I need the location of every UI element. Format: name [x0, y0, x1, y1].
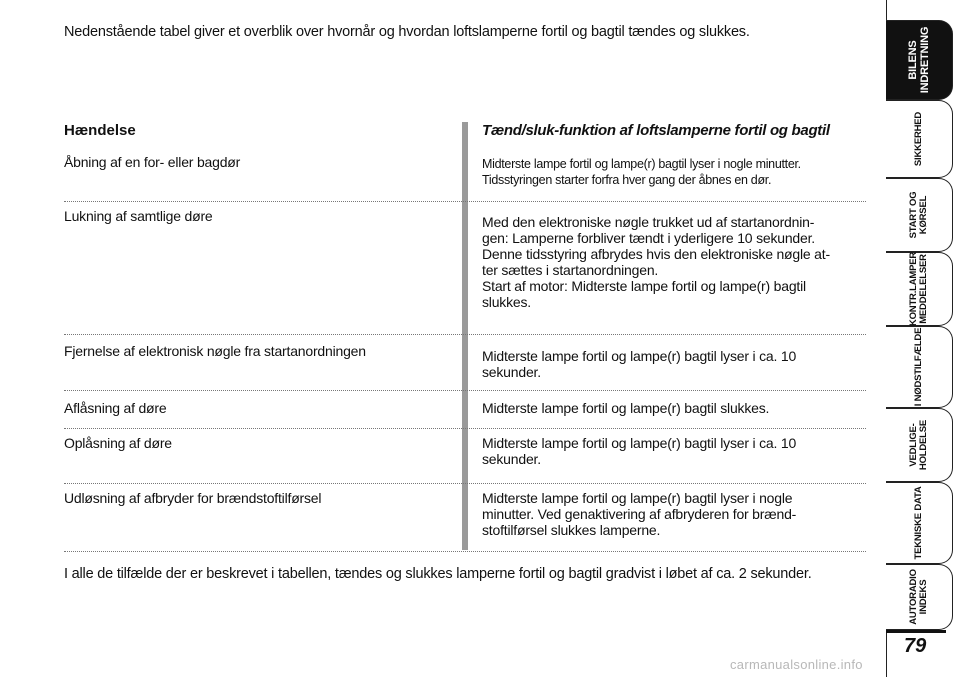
- tab-bilens-indretning[interactable]: [886, 20, 953, 100]
- column-divider: [462, 122, 468, 550]
- event-cell: Udløsning af afbryder for brændstoftilførsel: [64, 490, 322, 506]
- tab-label: BILENS INDRETNING: [907, 26, 931, 94]
- tab-tekniske-data[interactable]: [886, 482, 953, 564]
- row-separator: [64, 201, 866, 202]
- event-cell: Aflåsning af døre: [64, 400, 167, 416]
- event-cell: Lukning af samtlige døre: [64, 208, 213, 224]
- tab-label: TEKNISKE DATA: [913, 486, 924, 560]
- event-cell: Åbning af en for- eller bagdør: [64, 154, 241, 170]
- tab-start-og-korsel[interactable]: [886, 178, 953, 252]
- tab-sikkerhed[interactable]: [886, 100, 953, 178]
- action-cell: Midterste lampe fortil og lampe(r) bagtil slukkes.: [482, 400, 770, 416]
- tab-autoradio-indeks[interactable]: [886, 564, 953, 630]
- tab-label: START OG KØRSEL: [908, 191, 929, 239]
- column-header-action: Tænd/sluk-funktion af loftslamperne fortil og bagtil: [482, 122, 830, 139]
- action-cell: Midterste lampe fortil og lampe(r) bagtil lyser i ca. 10 sekunder.: [482, 435, 797, 467]
- tab-label: AUTORADIO INDEKS: [908, 569, 929, 625]
- tab-kontrollamper[interactable]: [886, 252, 953, 326]
- tab-vedligeholdelse[interactable]: [886, 408, 953, 482]
- tab-i-nodstilfaelde[interactable]: [886, 326, 953, 408]
- action-cell: Midterste lampe fortil og lampe(r) bagtil lyser i ca. 10 sekunder.: [482, 348, 797, 380]
- watermark: carmanualsonline.info: [730, 657, 863, 672]
- action-cell: Midterste lampe fortil og lampe(r) bagtil lyser i nogle minutter. Tidsstyringen starter forfra hver gang der åbnes en dør.: [482, 157, 801, 187]
- tab-label: KONTR.LAMPER MEDDELELSER: [908, 251, 929, 327]
- chapter-tab-strip: [886, 0, 960, 677]
- action-cell: Midterste lampe fortil og lampe(r) bagtil lyser i nogle minutter. Ved genaktivering af afbryderen for brænd- stoftilførsel slukkes lamperne.: [482, 490, 797, 538]
- event-cell: Oplåsning af døre: [64, 435, 172, 451]
- tab-label: I NØDSTILFÆLDE: [913, 327, 924, 407]
- column-header-event: Hændelse: [64, 122, 136, 139]
- tab-label: VEDLIGE- HOLDELSE: [908, 419, 929, 471]
- footer-note: I alle de tilfælde der er beskrevet i tabellen, tændes og slukkes lamperne fortil og bagtil gradvist i løbet af ca. 2 sekunder.: [64, 566, 812, 582]
- tab-label: SIKKERHED: [913, 111, 924, 167]
- action-cell: Med den elektroniske nøgle trukket ud af startanordnin- gen: Lamperne forbliver tændt i yderligere 10 sekunder. Denne tidsstyring afbrydes hvis den elektroniske nøgle at- ter sættes i startanordningen. Start af motor: Midterste lampe fortil og lampe(r) bagtil slukkes.: [482, 214, 830, 310]
- row-separator: [64, 483, 866, 484]
- row-separator: [64, 334, 866, 335]
- row-separator: [64, 390, 866, 391]
- row-separator: [64, 551, 866, 552]
- page-number: 79: [904, 635, 927, 657]
- intro-text: Nedenstående tabel giver et overblik over hvornår og hvordan loftslamperne fortil og bagtil tændes og slukkes.: [64, 24, 750, 40]
- event-cell: Fjernelse af elektronisk nøgle fra startanordningen: [64, 343, 366, 359]
- row-separator: [64, 428, 866, 429]
- page-number-rule: [886, 630, 946, 633]
